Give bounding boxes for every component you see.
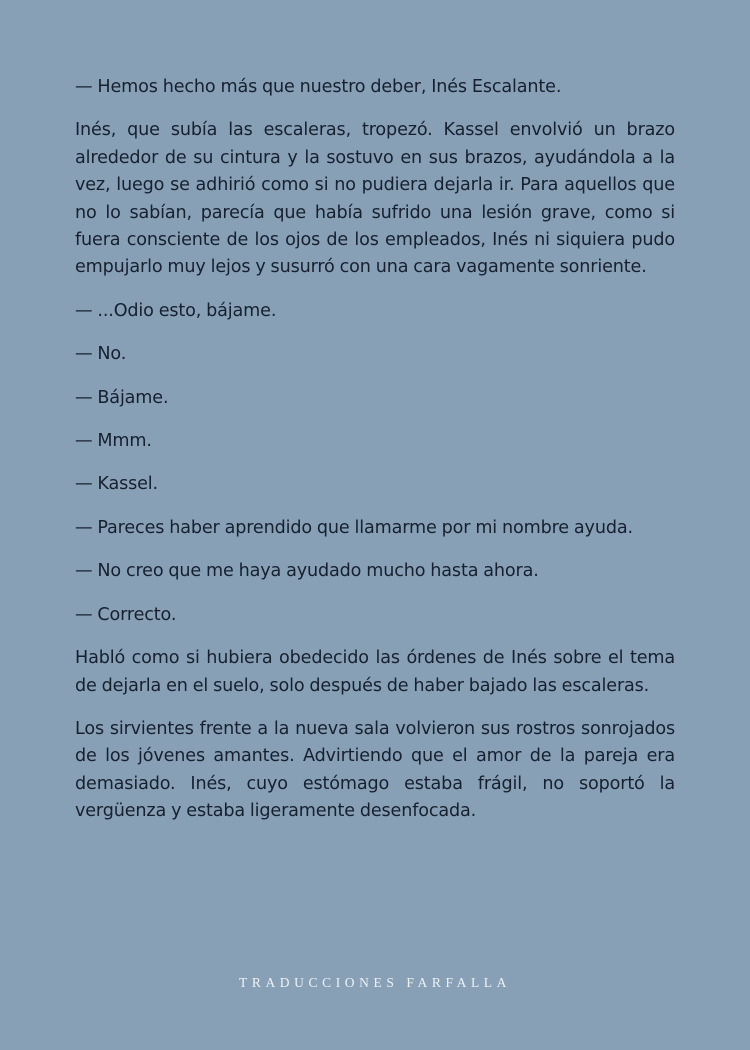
narration-paragraph: Los sirvientes frente a la nueva sala volvieron sus rostros sonrojados de los jóvenes amantes. Advirtiendo que el amor de la pareja era demasiado. Inés, cuyo estómago estaba frágil, no soportó la vergüenza y estaba ligeramente desenfocada. xyxy=(75,718,675,822)
translator-credit: TRADUCCIONES FARFALLA xyxy=(239,975,511,990)
narration-paragraph: Habló como si hubiera obedecido las órdenes de Inés sobre el tema de dejarla en el suelo, solo después de haber bajado las escaleras. xyxy=(75,648,675,696)
dialogue-line: — Hemos hecho más que nuestro deber, Inés Escalante. xyxy=(75,77,562,97)
dialogue-line: — ...Odio esto, bájame. xyxy=(75,300,277,321)
dialogue-line: — Correcto. xyxy=(75,604,177,625)
dialogue-line: — Bájame. xyxy=(75,387,169,408)
narration-paragraph: Inés, que subía las escaleras, tropezó. Kassel envolvió un brazo alrededor de su cintura y la sostuvo en sus brazos, ayudándola a la vez, luego se adhirió como si no pudiera dejarla ir. Para aquellos que no lo sabían, parecía que había sufrido una lesión grave, como si fuera consciente de los ojos de los empleados, Inés ni siquiera pudo empujarlo muy lejos y susurró con una cara vagamente sonriente. xyxy=(75,120,675,278)
dialogue-line: — Mmm. xyxy=(75,431,152,452)
dialogue-line: — Kassel. xyxy=(75,474,158,495)
document-page xyxy=(75,74,675,842)
dialogue-line: — Pareces haber aprendido que llamarme por mi nombre ayuda. xyxy=(75,517,633,538)
dialogue-line: — No. xyxy=(75,344,127,365)
dialogue-line: — No creo que me haya ayudado mucho hasta ahora. xyxy=(75,561,539,582)
